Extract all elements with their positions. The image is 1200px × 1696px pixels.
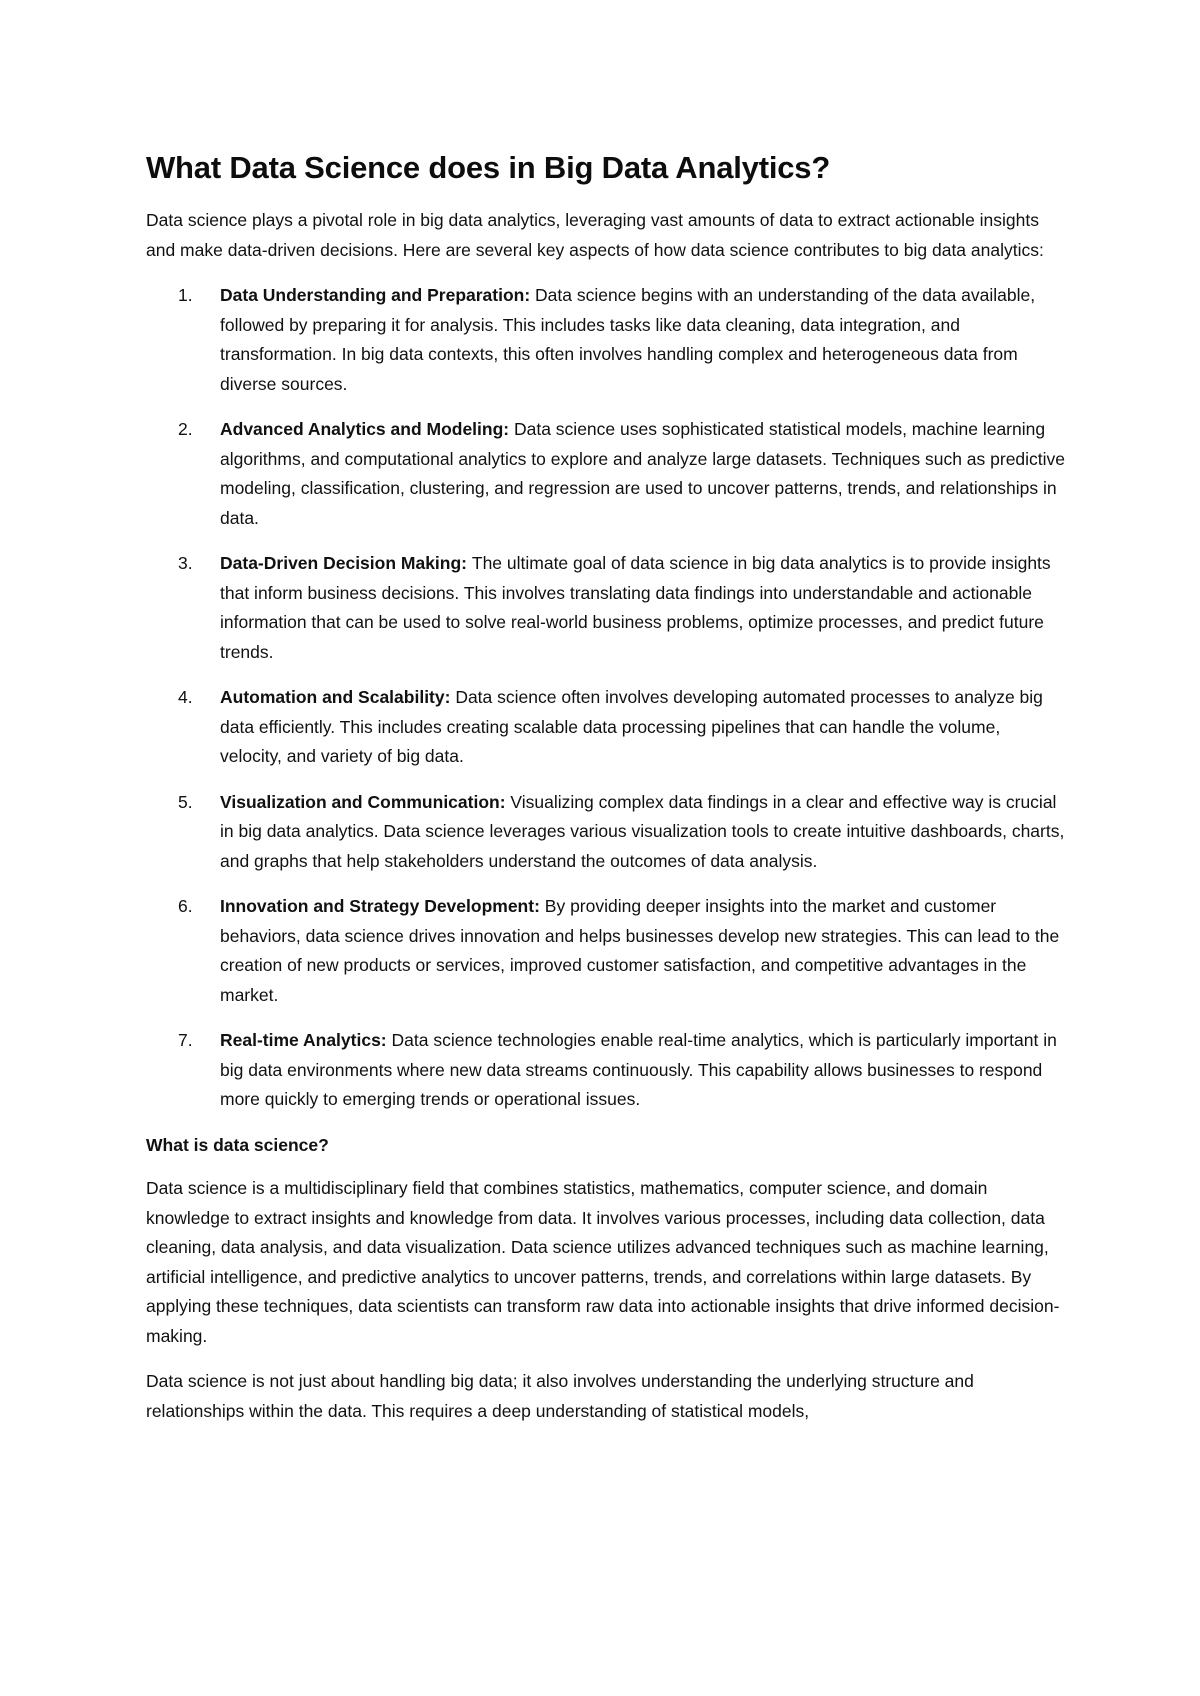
list-item-text: By providing deeper insights into the market and customer behaviors, data science drives innovation and helps businesses develop new strategies. This can lead to the creation of new products or services, improved customer satisfaction, and competitive advantages in the market. bbox=[220, 896, 1060, 1005]
list-item bbox=[146, 892, 1066, 1010]
list-item-title: Innovation and Strategy Development: bbox=[220, 896, 545, 916]
body-paragraph: Data science is a multidisciplinary field that combines statistics, mathematics, computer science, and domain knowledge to extract insights and knowledge from data. It involves various processes, including data collection, data cleaning, data analysis, and data visualization. Data science utilizes advanced techniques such as machine learning, artificial intelligence, and predictive analytics to uncover patterns, trends, and correlations within large datasets. By applying these techniques, data scientists can transform raw data into actionable insights that drive informed decision-making. bbox=[146, 1178, 1060, 1346]
list-item-number: 5. bbox=[178, 791, 193, 812]
list-item-title: Automation and Scalability: bbox=[220, 687, 456, 707]
list-item-number: 4. bbox=[178, 687, 193, 707]
body-paragraph: Data science is not just about handling big data; it also involves understanding the underlying structure and relationships within the data. This requires a deep understanding of statistical models, bbox=[146, 1371, 974, 1421]
list-item bbox=[146, 415, 1066, 533]
list-item bbox=[146, 281, 1066, 399]
document-title: What Data Science does in Big Data Analytics? bbox=[146, 150, 831, 185]
list-item-text: The ultimate goal of data science in big data analytics is to provide insights that inform business decisions. This involves translating data findings into understandable and actionable information that can be used to solve real-world business problems, optimize processes, and predict future trends. bbox=[220, 553, 1051, 662]
list-item-number: 2. bbox=[178, 419, 193, 439]
list-item-text: Data science often involves developing automated processes to analyze big data efficiently. This includes creating scalable data processing pipelines that can handle the volume, velocity, and variety of big data. bbox=[220, 687, 1043, 766]
list-item-number: 7. bbox=[178, 1030, 193, 1050]
list-item bbox=[146, 1026, 1066, 1115]
aspects-list bbox=[146, 281, 1066, 1115]
intro-paragraph: Data science plays a pivotal role in big data analytics, leveraging vast amounts of data to extract actionable insights and make data-driven decisions. Here are several key aspects of how data science contributes to big data analytics: bbox=[146, 210, 1044, 260]
list-item-title: Advanced Analytics and Modeling: bbox=[220, 419, 514, 439]
list-item-text: Data science technologies enable real-time analytics, which is particularly important in big data environments where new data streams continuously. This capability allows businesses to respond more quickly to emerging trends or operational issues. bbox=[220, 1030, 1057, 1109]
section-heading: What is data science? bbox=[146, 1134, 329, 1155]
document-page bbox=[146, 150, 1066, 1442]
list-item-number: 1. bbox=[178, 285, 193, 305]
list-item-title: Data Understanding and Preparation: bbox=[220, 285, 536, 305]
list-item-title: Data-Driven Decision Making: bbox=[220, 553, 472, 573]
list-item-title: Visualization and Communication: bbox=[220, 791, 511, 812]
list-item-number: 3. bbox=[178, 553, 193, 573]
list-item-text: Data science begins with an understanding of the data available, followed by preparing it for analysis. This includes tasks like data cleaning, data integration, and transformation. In big data contexts, this often involves handling complex and heterogeneous data from diverse sources. bbox=[220, 285, 1036, 394]
list-item-title: Real-time Analytics: bbox=[220, 1030, 392, 1050]
list-item-text: Data science uses sophisticated statistical models, machine learning algorithms, and computational analytics to explore and analyze large datasets. Techniques such as predictive modeling, classification, clustering, and regression are used to uncover patterns, trends, and relationships in data. bbox=[220, 419, 1066, 528]
list-item bbox=[146, 683, 1066, 772]
list-item bbox=[146, 549, 1066, 667]
list-item-number: 6. bbox=[178, 896, 193, 916]
list-item bbox=[146, 788, 1066, 877]
list-item-text: Visualizing complex data findings in a clear and effective way is crucial in big data analytics. Data science leverages various visualization tools to create intuitive dashboards, charts, and graphs that help stakeholders understand the outcomes of data analysis. bbox=[220, 791, 1065, 871]
